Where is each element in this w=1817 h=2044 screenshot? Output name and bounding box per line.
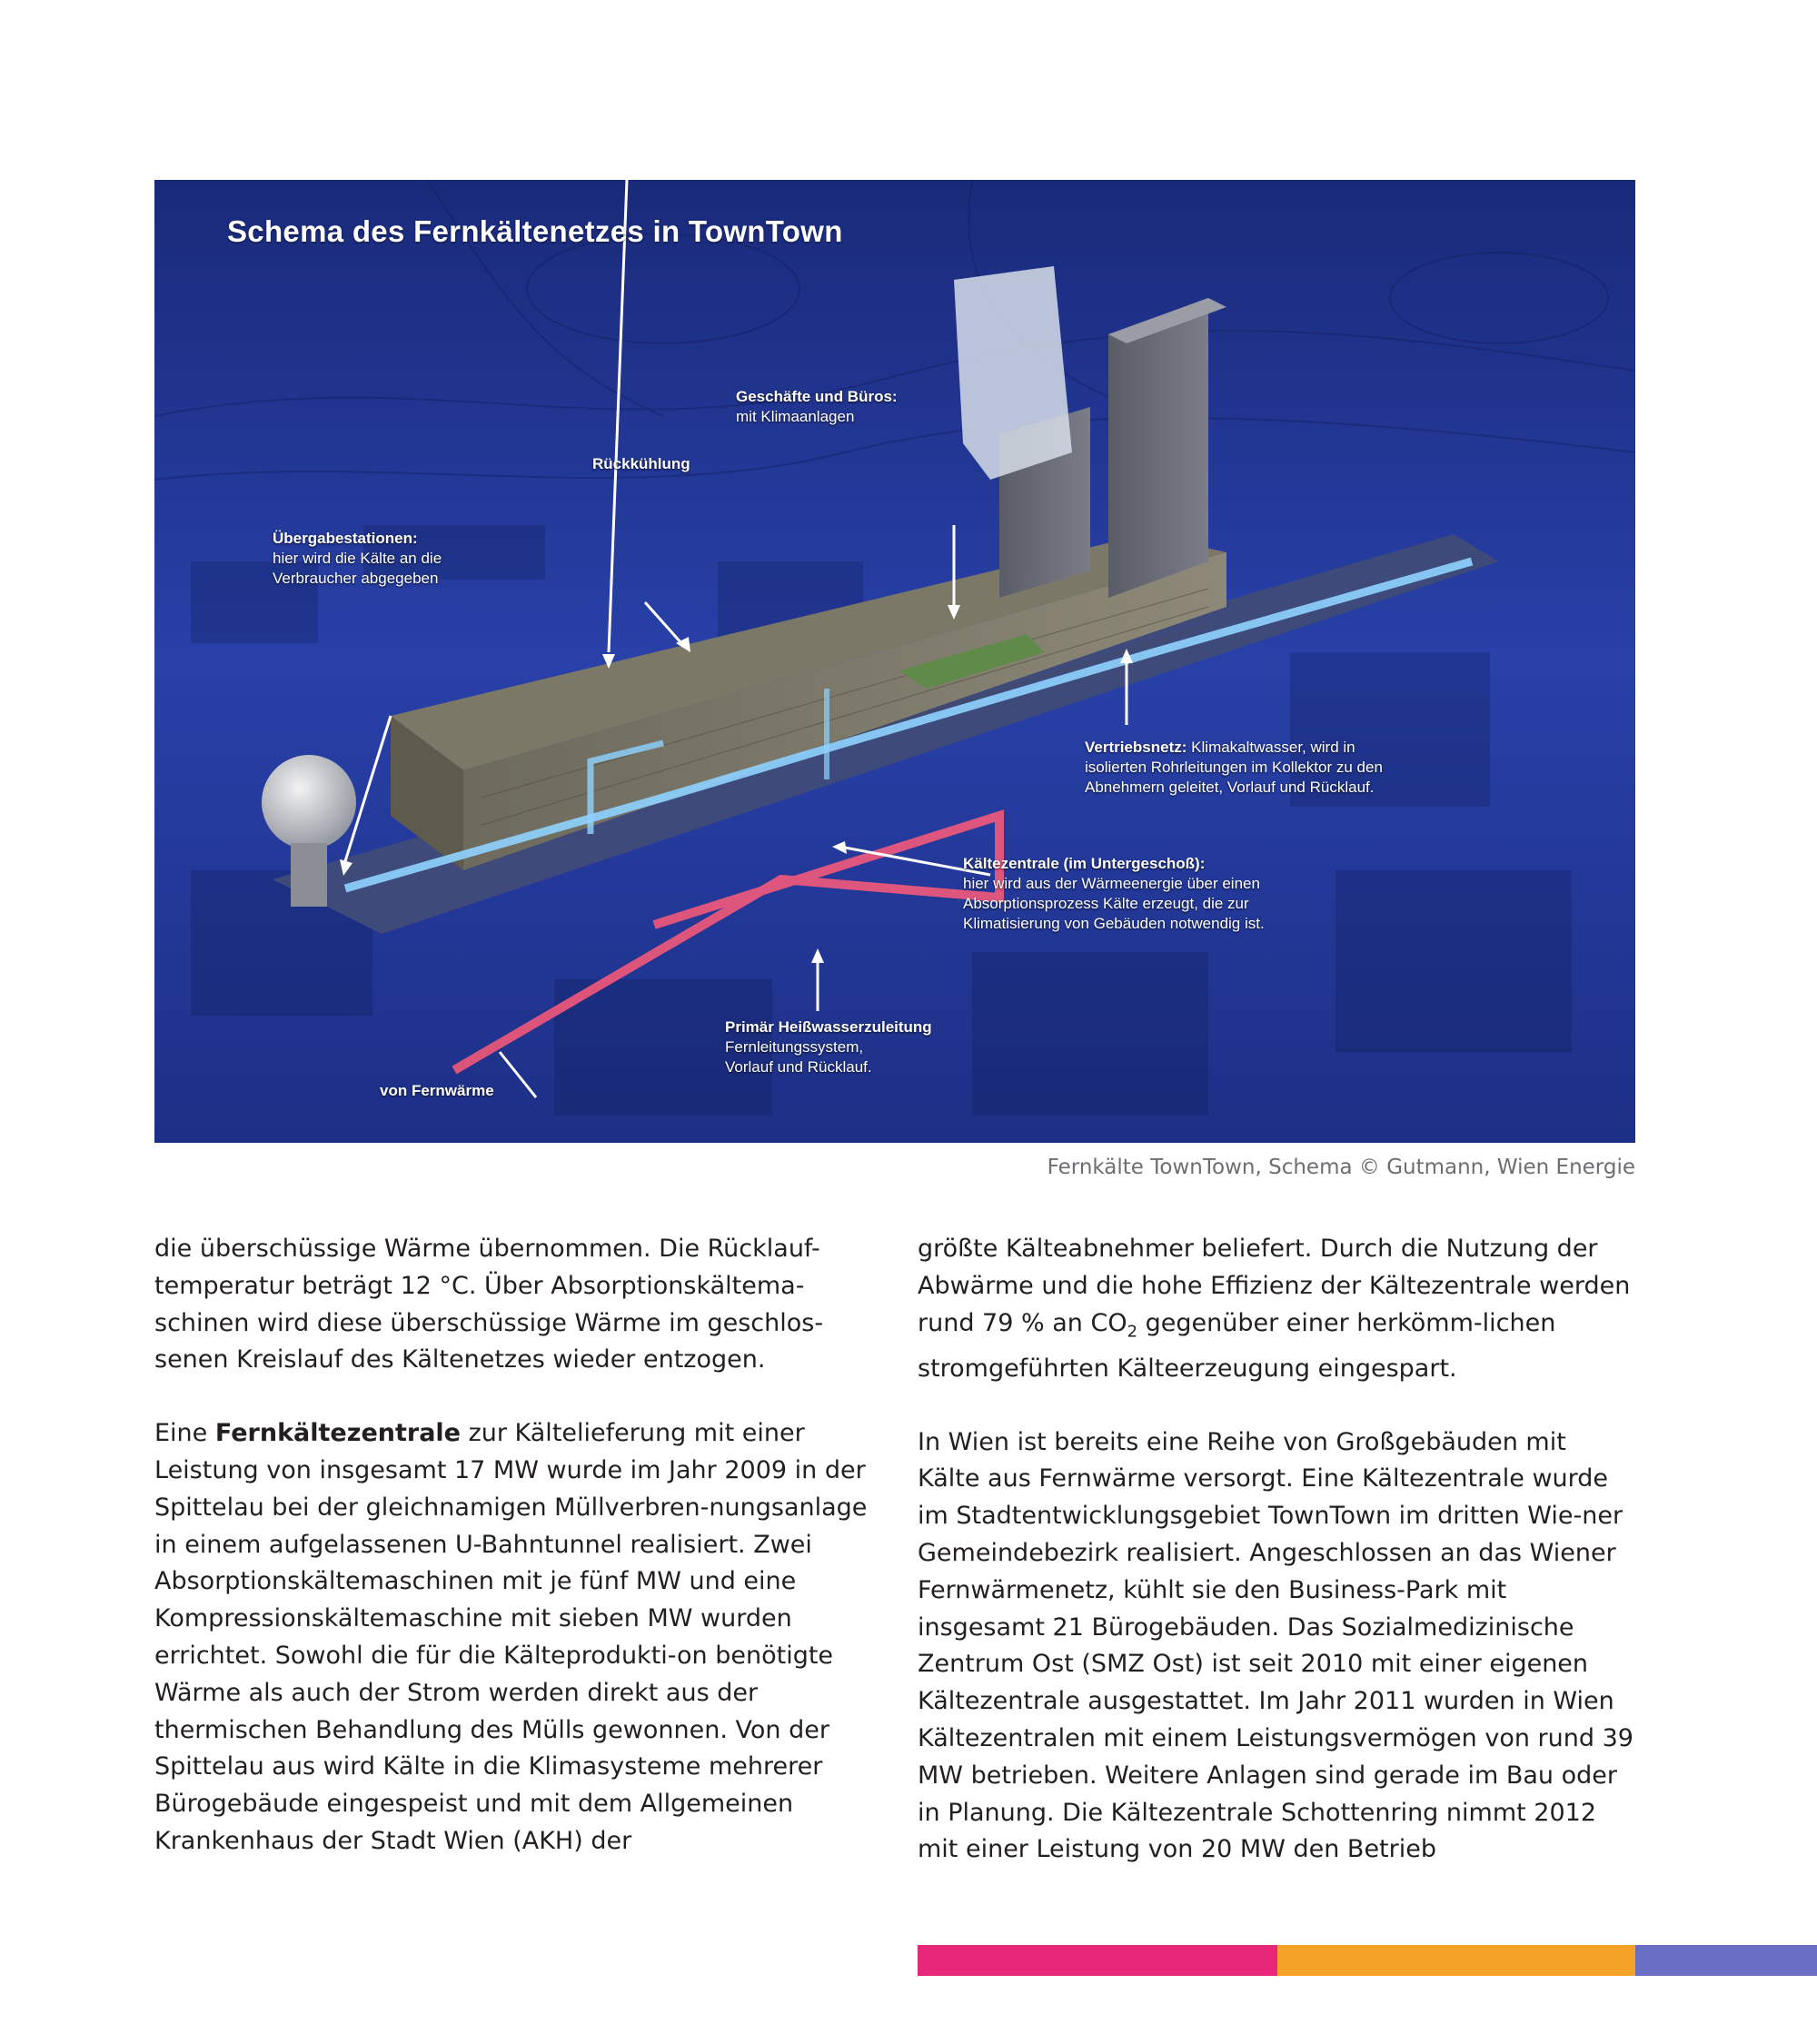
bold-term-fernkaeltezentrale: Fernkältezentrale xyxy=(214,1419,461,1448)
left-paragraph-1: die überschüssige Wärme übernommen. Die Rücklauf-temperatur beträgt 12 °C. Über Absorptionskältema-schinen wird diese überschüssige Wärme im geschlos-senen Kreislauf des Kältenetzes wieder entzogen. xyxy=(154,1235,824,1374)
label-fernwaerme: von Fernwärme xyxy=(380,1082,494,1099)
label-geschaefte: Geschäfte und Büros: mit Klimaanlagen xyxy=(736,388,898,425)
label-rueckkuehlung: Rückkühlung xyxy=(592,455,690,472)
label-kaeltezentrale: Kältezentrale (im Untergeschoß): hier wird aus der Wärmeenergie über einen Absorptionsprozess Kälte erzeugt, die zur Klimatisierung von Gebäuden notwendig ist. xyxy=(963,855,1265,932)
footer-bar-orange xyxy=(1277,1945,1635,1976)
right-paragraph-1: größte Kälteabnehmer beliefert. Durch die Nutzung der Abwärme und die hohe Effizienz der Kältezentrale werden rund 79 % an $CO_2$ gegenüber einer herkömm-lichen stromgeführten Kälteerzeugung eingespart. xyxy=(918,1235,1631,1383)
figure-title: Schema des Fernkältenetzes in TownTown xyxy=(227,214,843,248)
right-column xyxy=(918,1231,1635,1905)
figure-caption: Fernkälte TownTown, Schema © Gutmann, Wien Energie xyxy=(1047,1156,1635,1179)
left-column xyxy=(154,1231,872,1897)
label-vertriebsnetz: Vertriebsnetz: Klimakaltwasser, wird in isolierten Rohrleitungen im Kollektor zu den Abnehmern geleitet, Vorlauf und Rücklauf. xyxy=(1085,739,1383,796)
footer-bar-pink xyxy=(918,1945,1277,1976)
label-primaer-heisswasser: Primär Heißwasserzuleitung Fernleitungssystem, Vorlauf und Rücklauf. xyxy=(725,1018,932,1076)
schema-figure xyxy=(154,180,1635,1143)
right-paragraph-2: In Wien ist bereits eine Reihe von Großgebäuden mit Kälte aus Fernwärme versorgt. Eine Kältezentrale wurde im Stadtentwicklungsgebiet TownTown im dritten Wie-ner Gemeindebezirk realisiert. Angeschlossen an das Wiener Fernwärmenetz, kühlt sie den Business-Park mit insgesamt 21 Bürogebäuden. Das Sozialmedizinische Zentrum Ost (SMZ Ost) ist seit 2010 mit einer eigenen Kältezentrale ausgestattet. Im Jahr 2011 wurden in Wien Kältezentralen mit einem Leistungsvermögen von rund 39 MW betrieben. Weitere Anlagen sind gerade im Bau oder in Planung. Die Kältezentrale Schottenring nimmt 2012 mit einer Leistung von 20 MW den Betrieb xyxy=(918,1427,1633,1864)
footer-bar-blue xyxy=(1635,1945,1817,1976)
aerial-schema-illustration xyxy=(154,180,1635,1143)
label-uebergabestationen: Übergabestationen: hier wird die Kälte an die Verbraucher abgegeben xyxy=(273,530,442,587)
left-paragraph-2: Eine Fernkältezentrale zur Kältelieferung mit einer Leistung von insgesamt 17 MW wurde im Jahr 2009 in der Spittelau bei der gleichnamigen Müllverbren-nungsanlage in einem aufgelassenen U-Bahntunnel realisiert. Zwei Absorptionskältemaschinen mit je fünf MW und eine Kompressionskältemaschine mit sieben MW wurden errichtet. Sowohl die für die Kälteprodukti-on benötigte Wärme als auch der Strom werden direkt aus der thermischen Behandlung des Mülls gewonnen. Von der Spittelau aus wird Kälte in die Klimasysteme mehrerer Bürogebäude eingespeist und mit dem Allgemeinen Krankenhaus der Stadt Wien (AKH) der xyxy=(154,1419,868,1855)
